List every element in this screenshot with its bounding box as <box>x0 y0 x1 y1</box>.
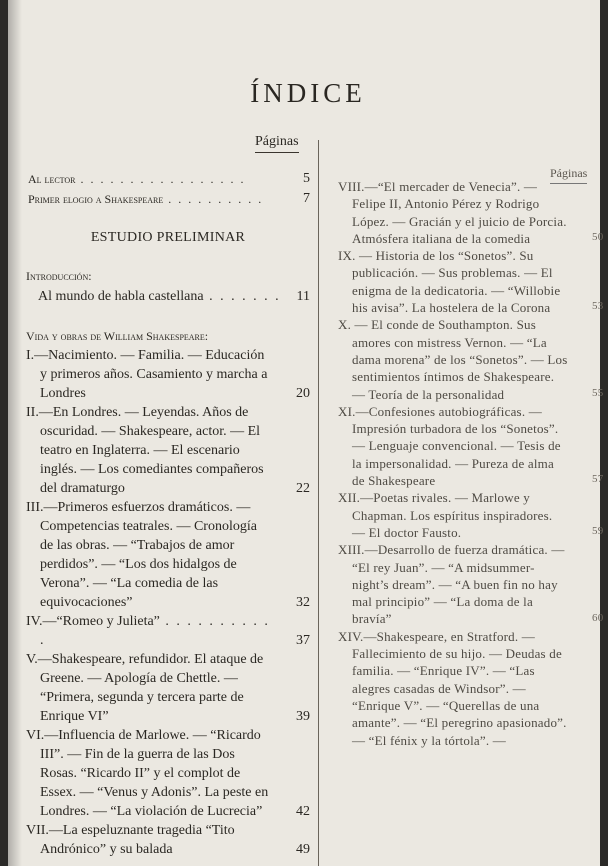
entry-text: XIII.—Desarrollo de fuerza dramática. — “El rey Juan”. — “A midsummer-night’s dream”. — “A buen fin no hay mal principio” — “La doma de la bravía” <box>338 542 565 627</box>
page-number: 5 <box>303 171 310 186</box>
life-heading: Vida y obras de William Shakespeare: <box>26 329 209 343</box>
toc-entry <box>28 190 310 208</box>
entry-text: IX. — Historia de los “Sonetos”. Su publicación. — Sus problemas. — El enigma de la dedicatoria. — “Willobie his avisa”. La hostelera de la Corona <box>338 248 561 316</box>
paginas-header-right: Páginas <box>550 166 587 184</box>
toc-entry <box>38 287 310 306</box>
entry-text: XII.—Poetas rivales. — Marlowe y Chapman. Los espíritus inspiradores. — El doctor Fausto. <box>338 490 553 540</box>
dot-leader: . . . . . . . . . . . . . . . . . <box>75 172 246 186</box>
entry-text: V.—Shakespeare, refundidor. El ataque de Greene. — Apología de Chettle. — “Primera, segunda y tercera parte de Enrique VI” <box>26 652 264 724</box>
gutter-shadow <box>8 0 22 866</box>
toc-entry: XII.—Poetas rivales. — Marlowe y Chapman. Los espíritus inspiradores. — El doctor Fausto. 59 <box>338 490 604 540</box>
toc-entry: V.—Shakespeare, refundidor. El ataque de Greene. — Apología de Chettle. — “Primera, segunda y tercera parte de Enrique VI” 39 <box>26 652 310 724</box>
entry-text: Al lector <box>28 172 76 186</box>
entry-text: Al mundo de habla castellana <box>38 289 204 304</box>
toc-entry: IV.—“Romeo y Julieta” . . . . . . . . . . . 37 <box>26 614 310 648</box>
entry-text: VIII.—“El mercader de Venecia”. — Felipe II, Antonio Pérez y Rodrigo López. — Gracián y el juicio de Porcia. Atmósfera italiana de la comedia <box>338 179 567 246</box>
page-number: 7 <box>303 191 310 206</box>
toc-entry: VII.—La espeluznante tragedia “Tito Andrónico” y su balada 49 <box>26 823 310 857</box>
entry-text: Primer elogio a Shakespeare <box>28 192 164 206</box>
toc-entry: XI.—Confesiones autobiográficas. — Impresión turbadora de los “Sonetos”. — Lenguaje convencional. — Tesis de la impersonalidad. — Pureza de alma de Shakespeare 57 <box>338 403 604 489</box>
dot-leader: . . . . . . . <box>203 289 281 304</box>
dot-leader: . . . . . . . . . . <box>163 192 264 206</box>
toc-entry: X. — El conde de Southampton. Sus amores con mistress Vernon. — “La dama morena” de los “Sonetos”. — Los sentimientos íntimos de Shakespeare. — Teoría de la personalidad 55 <box>338 317 604 402</box>
dot-leader: . . . . . . . . . . . <box>40 614 270 648</box>
column-divider <box>318 140 319 866</box>
book-page <box>8 0 604 866</box>
toc-entry: VIII.—“El mercader de Venecia”. — Felipe II, Antonio Pérez y Rodrigo López. — Gracián y el juicio de Porcia. Atmósfera italiana de la comedia 50 <box>338 179 604 246</box>
page-number: 11 <box>296 289 310 304</box>
toc-entry: IX. — Historia de los “Sonetos”. Su publicación. — Sus problemas. — El enigma de la dedicatoria. — “Willobie his avisa”. La hostelera de la Corona 53 <box>338 248 604 316</box>
entry-text: X. — El conde de Southampton. Sus amores con mistress Vernon. — “La dama morena” de los “Sonetos”. — Los sentimientos íntimos de Shakespeare. — Teoría de la personalidad <box>338 317 568 402</box>
toc-entry <box>28 170 310 188</box>
entry-text: VI.—Influencia de Marlowe. — “Ricardo III”. — Fin de la guerra de las Dos Rosas. “Ricardo II” y el complot de Essex. — “Venus y Adonis”. La peste en Londres. — “La violación de Lucrecia” <box>26 728 269 819</box>
entry-text: II.—En Londres. — Leyendas. Años de oscuridad. — Shakespeare, actor. — El teatro en Inglaterra. — El escenario inglés. — Los comediantes compañeros del dramaturgo <box>26 405 264 496</box>
entry-text: III.—Primeros esfuerzos dramáticos. — Competencias teatrales. — Cronología de las obras. — “Trabajos de amor perdidos”. — “Los dos hidalgos de Verona”. — “La comedia de las equivocaciones” <box>26 500 257 610</box>
entry-text: XIV.—Shakespeare, en Stratford. — Fallecimiento de su hijo. — Deudas de familia. — “Enrique IV”. — “Las alegres casadas de Windsor”. — “Enrique V”. — “Querellas de una amante”. — “El peregrino apasionado”.— “El fénix y la tórtola”. — <box>338 628 567 748</box>
paginas-header-left: Páginas <box>255 134 299 153</box>
entry-text: VII.—La espeluznante tragedia “Tito Andrónico” y su balada <box>26 823 235 857</box>
right-column <box>338 178 604 749</box>
entry-text: I.—Nacimiento. — Familia. — Educación y primeros años. Casamiento y marcha a Londres <box>26 348 268 401</box>
toc-entry <box>338 628 598 749</box>
toc-entry: I.—Nacimiento. — Familia. — Educación y primeros años. Casamiento y marcha a Londres 20 <box>26 348 310 401</box>
entry-text: IV.—“Romeo y Julieta” <box>26 614 160 629</box>
toc-entry: II.—En Londres. — Leyendas. Años de oscuridad. — Shakespeare, actor. — El teatro en Inglaterra. — El escenario inglés. — Los comediantes compañeros del dramaturgo 22 <box>26 405 310 496</box>
intro-heading: Introducción: <box>26 269 92 283</box>
left-column <box>26 170 310 859</box>
toc-entry: XIII.—Desarrollo de fuerza dramática. — “El rey Juan”. — “A midsummer-night’s dream”. — “A buen fin no hay mal principio” — “La doma de la bravía” 60 <box>338 542 604 627</box>
section-heading: ESTUDIO PRELIMINAR <box>90 230 246 245</box>
toc-entry: III.—Primeros esfuerzos dramáticos. — Competencias teatrales. — Cronología de las obras. — “Trabajos de amor perdidos”. — “Los dos hidalgos de Verona”. — “La comedia de las equivocaciones” 32 <box>26 500 310 610</box>
entry-text: XI.—Confesiones autobiográficas. — Impresión turbadora de los “Sonetos”. — Lenguaje convencional. — Tesis de la impersonalidad. — Pureza de alma de Shakespeare <box>338 403 561 489</box>
toc-entry: VI.—Influencia de Marlowe. — “Ricardo III”. — Fin de la guerra de las Dos Rosas. “Ricardo II” y el complot de Essex. — “Venus y Adonis”. La peste en Londres. — “La violación de Lucrecia” 42 <box>26 728 310 819</box>
page-title: ÍNDICE <box>250 78 366 108</box>
